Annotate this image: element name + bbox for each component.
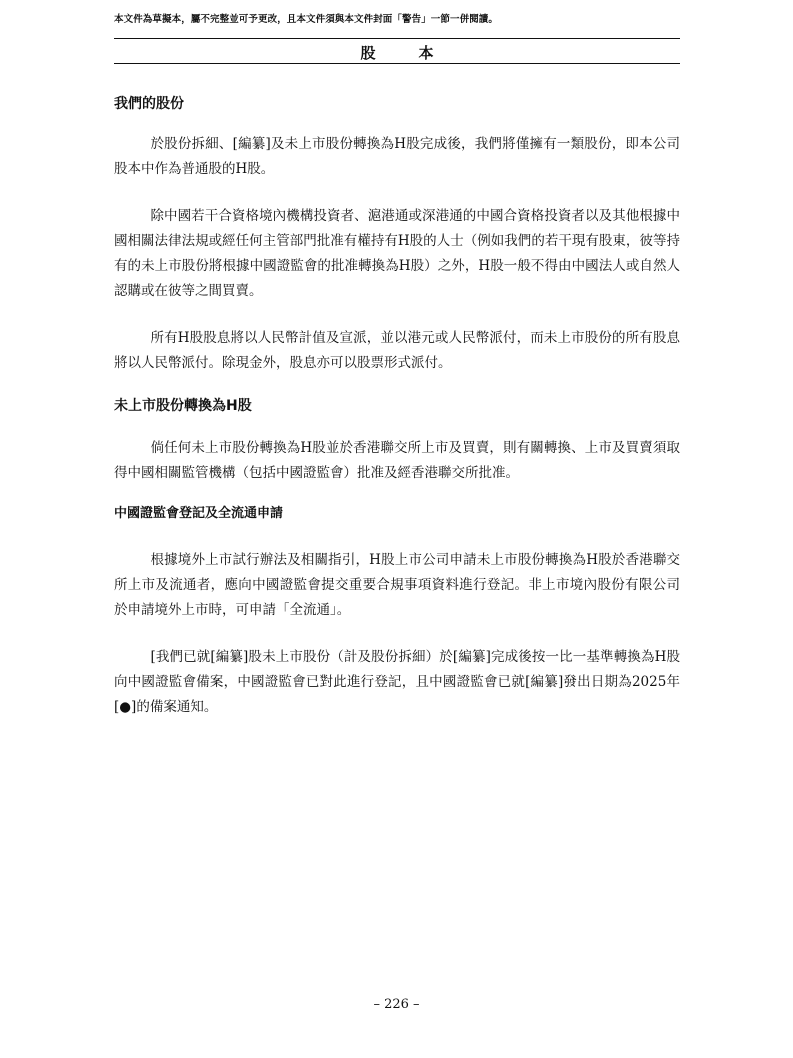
draft-disclaimer: 本文件為草擬本，屬不完整並可予更改，且本文件須與本文件封面「警告」一節一併閱讀。 bbox=[114, 14, 499, 25]
heading-our-shares: 我們的股份 bbox=[114, 96, 184, 112]
page-number: – 226 – bbox=[373, 997, 420, 1012]
header-rule-bottom bbox=[114, 63, 680, 64]
paragraph: 於股份拆細、[編纂]及未上市股份轉換為H股完成後，我們將僅擁有一類股份，即本公司股本中作為普通股的H股。 bbox=[114, 136, 680, 177]
header-rule-top bbox=[114, 38, 680, 39]
paragraph: [我們已就[編纂]股未上市股份（計及股份拆細）於[編纂]完成後按一比一基準轉換為H股向中國證監會備案，中國證監會已對此進行登記，且中國證監會已就[編纂]發出日期為2025年[●]的備案通知。 bbox=[114, 649, 680, 715]
document-body bbox=[114, 94, 680, 720]
paragraph: 倘任何未上市股份轉換為H股並於香港聯交所上市及買賣，則有關轉換、上市及買賣須取得中國相關監管機構（包括中國證監會）批准及經香港聯交所批准。 bbox=[114, 440, 680, 481]
paragraph: 根據境外上市試行辦法及相關指引，H股上市公司申請未上市股份轉換為H股於香港聯交所上市及流通者，應向中國證監會提交重要合規事項資料進行登記。非上市境內股份有限公司於申請境外上市時，可申請「全流通」。 bbox=[114, 552, 680, 618]
heading-conversion: 未上市股份轉換為H股 bbox=[114, 398, 252, 414]
subheading-csrc-filing: 中國證監會登記及全流通申請 bbox=[114, 506, 284, 521]
paragraph: 除中國若干合資格境內機構投資者、滬港通或深港通的中國合資格投資者以及其他根據中國相關法律法規或經任何主管部門批准有權持有H股的人士（例如我們的若干現有股東，彼等持有的未上市股份將根據中國證監會的批准轉換為H股）之外，H股一般不得由中國法人或自然人認購或在彼等之間買賣。 bbox=[114, 208, 680, 299]
section-title: 股 本 bbox=[360, 44, 448, 62]
paragraph: 所有H股股息將以人民幣計值及宣派，並以港元或人民幣派付，而未上市股份的所有股息將以人民幣派付。除現金外，股息亦可以股票形式派付。 bbox=[114, 330, 680, 371]
